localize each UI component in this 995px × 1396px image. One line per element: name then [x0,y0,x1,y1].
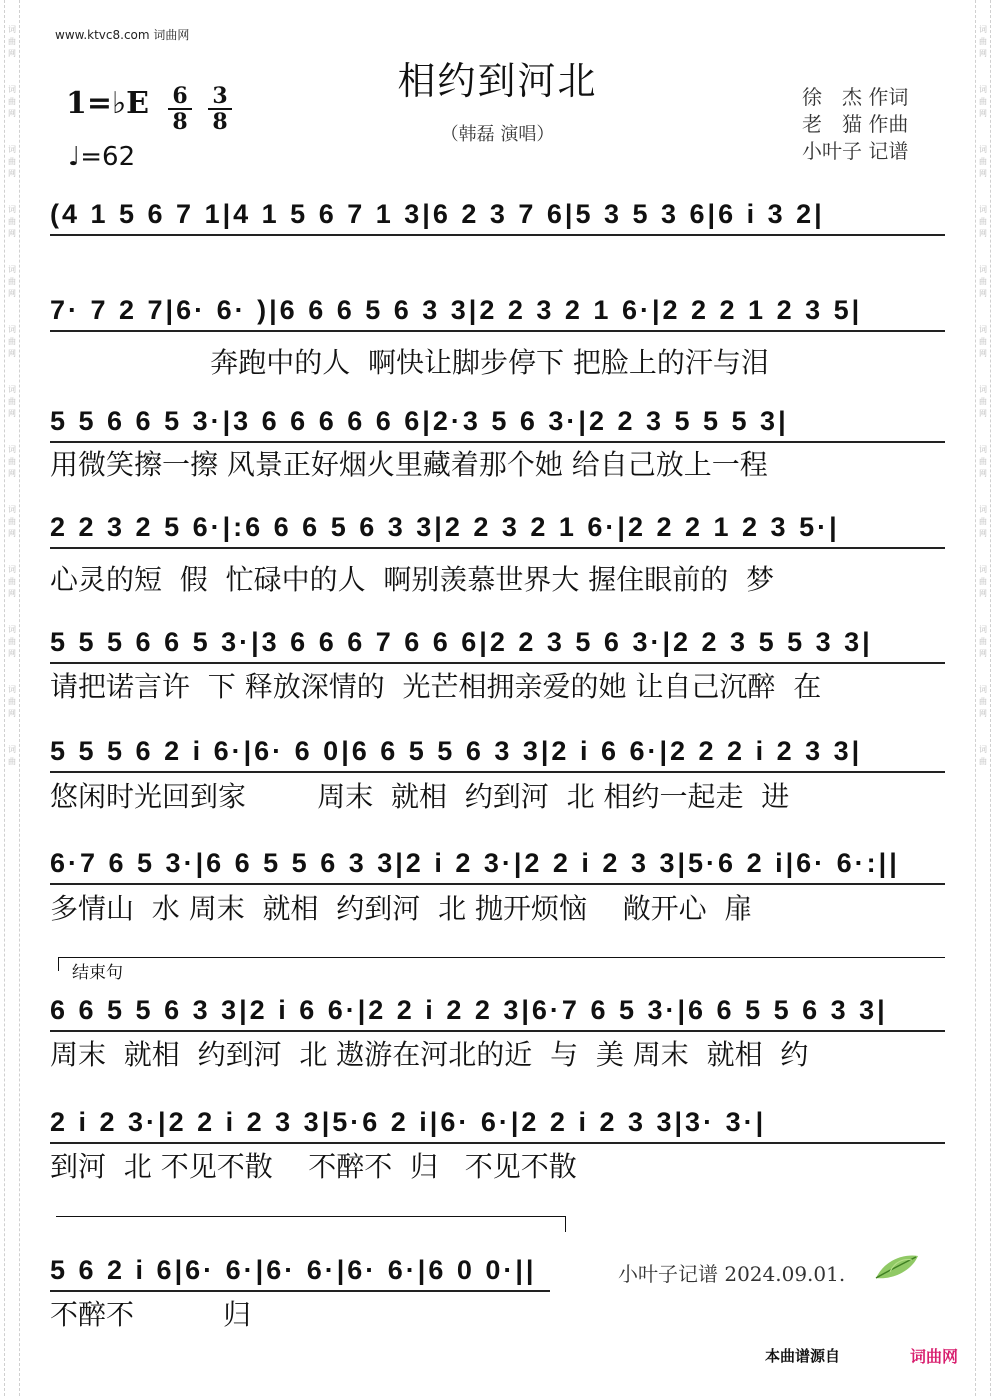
beam [50,883,945,885]
margin-glyph: 网 [8,589,16,598]
score-row-6 [50,731,945,771]
margin-glyph: 曲 [979,97,987,106]
margin-glyph: 词 [979,25,987,34]
composer-credit: 老 猫 作曲 [802,112,909,136]
margin-glyph: 曲 [979,37,987,46]
score-row-9 [50,1102,945,1142]
margin-glyph: 词 [979,385,987,394]
score-row-8 [50,990,945,1030]
time-b-den: 8 [208,108,232,134]
beam [50,662,945,664]
margin-glyph: 词 [8,25,16,34]
margin-glyph: 词 [979,85,987,94]
margin-glyph: 词 [8,445,16,454]
lyrics-row-3: 用微笑擦一擦 风景正好烟火里藏着那个她 给自己放上一程 [50,448,768,481]
notes-row-8: 6 6 5 5 6 3 3|2 i 6 6·|2 2 i 2 2 3|6·7 6 5 3·|6 6 5 5 6 3 3| [50,995,888,1025]
margin-glyph: 曲 [979,757,987,766]
margin-glyph: 曲 [8,157,16,166]
margin-glyph: 网 [8,529,16,538]
margin-glyph: 网 [979,169,987,178]
notes-row-1: (4 1 5 6 7 1|4 1 5 6 7 1 3|6 2 3 7 6|5 3 5 3 6|6 i 3 2| [50,199,825,229]
ending-bracket [58,957,945,958]
ending-bracket-tick [58,957,59,971]
left-margin-watermark [4,0,20,1396]
lyrics-row-6: 悠闲时光回到家 周末 就相 约到河 北 相约一起走 进 [50,780,790,813]
notes-row-3: 5 5 6 6 5 3·|3 6 6 6 6 6 6|2·3 5 6 3·|2 2 3 5 5 5 3| [50,406,789,436]
time-signature-a [168,84,192,134]
notes-row-5: 5 5 5 6 6 5 3·|3 6 6 6 7 6 6 6|2 2 3 5 6 3·|2 2 3 5 5 3 3| [50,627,873,657]
margin-glyph: 词 [8,685,16,694]
margin-glyph: 网 [8,349,16,358]
margin-glyph: 网 [8,109,16,118]
beam [50,441,945,443]
margin-glyph: 曲 [8,757,16,766]
time-b-num: 3 [212,83,228,109]
margin-glyph: 词 [8,505,16,514]
coda-bracket-tick [565,1216,566,1232]
transcriber-signature: 小叶子记谱 2024.09.01. [618,1262,846,1286]
margin-glyph: 词 [8,565,16,574]
margin-glyph: 网 [979,709,987,718]
time-signature-b [208,84,232,134]
margin-glyph: 网 [979,109,987,118]
margin-glyph: 词 [8,745,16,754]
margin-glyph: 曲 [8,517,16,526]
margin-glyph: 词 [8,385,16,394]
margin-glyph: 曲 [979,517,987,526]
time-a-num: 6 [172,83,188,109]
score-row-5 [50,622,945,662]
notes-row-7: 6·7 6 5 3·|6 6 5 5 6 3 3|2 i 2 3·|2 2 i 2 3 3|5·6 2 i|6· 6·:|| [50,848,900,878]
margin-glyph: 词 [979,505,987,514]
lyrics-row-10: 不醉不 归 [50,1298,252,1331]
lyrics-row-5: 请把诺言许 下 释放深情的 光芒相拥亲爱的她 让自己沉醉 在 [50,670,822,703]
margin-glyph: 网 [8,649,16,658]
notes-row-9: 2 i 2 3·|2 2 i 2 3 3|5·6 2 i|6· 6·|2 2 i 2 3 3|3· 3·| [50,1107,767,1137]
margin-glyph: 词 [979,625,987,634]
beam [50,771,945,773]
margin-glyph: 曲 [979,697,987,706]
margin-glyph: 网 [8,229,16,238]
margin-glyph: 词 [979,265,987,274]
credits [802,84,908,165]
margin-glyph: 词 [979,745,987,754]
right-margin-watermark [975,0,991,1396]
margin-glyph: 曲 [8,97,16,106]
margin-glyph: 曲 [979,277,987,286]
margin-glyph: 网 [979,349,987,358]
margin-glyph: 网 [979,469,987,478]
margin-glyph: 网 [979,229,987,238]
leaf-icon [872,1248,922,1284]
beam [50,330,945,332]
site-url[interactable]: www.ktvc8.com 词曲网 [55,28,190,42]
score-row-4 [50,507,945,547]
song-title: 相约到河北 [397,59,598,103]
margin-glyph: 曲 [8,37,16,46]
notes-row-6: 5 5 5 6 2 i 6·|6· 6 0|6 6 5 5 6 3 3|2 i 6 6·|2 2 2 i 2 3 3| [50,736,863,766]
margin-glyph: 网 [8,169,16,178]
score-row-7 [50,843,945,883]
margin-glyph: 曲 [979,637,987,646]
lyrics-row-2: 奔跑中的人 啊快让脚步停下 把脸上的汗与泪 [50,346,769,379]
beam [50,547,945,549]
margin-glyph: 网 [8,469,16,478]
ending-label: 结束句 [72,963,123,983]
margin-glyph: 词 [8,325,16,334]
song-singer: （韩磊 演唱） [440,124,555,145]
margin-glyph: 词 [8,145,16,154]
margin-glyph: 曲 [979,457,987,466]
beam [50,1290,550,1292]
lyricist-credit: 徐 杰 作词 [802,85,909,109]
margin-glyph: 曲 [979,337,987,346]
margin-glyph: 曲 [8,457,16,466]
margin-glyph: 词 [8,205,16,214]
margin-glyph: 曲 [979,397,987,406]
margin-glyph: 曲 [8,337,16,346]
tempo-marking: ♩=62 [68,142,136,172]
margin-glyph: 词 [979,145,987,154]
margin-glyph: 词 [979,445,987,454]
margin-glyph: 网 [979,589,987,598]
notes-row-10: 5 6 2 i 6|6· 6·|6· 6·|6· 6·|6 0 0·|| [50,1255,537,1285]
margin-glyph: 网 [979,649,987,658]
notes-row-2: 7· 7 2 7|6· 6· )|6 6 6 5 6 3 3|2 2 3 2 1 6·|2 2 2 1 2 3 5| [50,295,863,325]
margin-glyph: 词 [8,265,16,274]
lyrics-row-8: 周末 就相 约到河 北 遨游在河北的近 与 美 周末 就相 约 [50,1038,809,1071]
lyrics-row-4: 心灵的短 假 忙碌中的人 啊别羡慕世界大 握住眼前的 梦 [50,563,775,596]
margin-glyph: 词 [8,625,16,634]
margin-glyph: 词 [979,205,987,214]
margin-glyph: 网 [8,409,16,418]
margin-glyph: 网 [979,529,987,538]
margin-glyph: 词 [979,325,987,334]
margin-glyph: 网 [8,49,16,58]
score-row-10 [50,1250,570,1290]
margin-glyph: 曲 [979,217,987,226]
beam [50,1030,945,1032]
time-a-den: 8 [168,108,192,134]
margin-glyph: 曲 [8,697,16,706]
margin-glyph: 曲 [8,637,16,646]
score-row-2 [50,290,945,330]
margin-glyph: 网 [8,709,16,718]
margin-glyph: 曲 [8,577,16,586]
notes-row-4: 2 2 3 2 5 6·|:6 6 6 5 6 3 3|2 2 3 2 1 6·|2 2 2 1 2 3 5·| [50,512,840,542]
source-label: 本曲谱源自 [765,1347,841,1365]
margin-glyph: 网 [979,289,987,298]
margin-glyph: 曲 [8,277,16,286]
score-row-3 [50,401,945,441]
margin-glyph: 曲 [979,157,987,166]
margin-glyph: 词 [8,85,16,94]
beam [50,1142,945,1144]
margin-glyph: 词 [979,685,987,694]
margin-glyph: 网 [979,49,987,58]
lyrics-row-9: 到河 北 不见不散 不醉不 归 不见不散 [50,1150,577,1183]
margin-glyph: 曲 [8,217,16,226]
margin-glyph: 网 [979,409,987,418]
lyrics-row-7: 多情山 水 周末 就相 约到河 北 抛开烦恼 敞开心 扉 [50,892,753,925]
brand-link[interactable]: 词曲网 [910,1347,959,1366]
coda-bracket [56,1216,566,1217]
score-row-1 [50,194,945,234]
margin-glyph: 词 [979,565,987,574]
margin-glyph: 网 [8,289,16,298]
transcriber-credit: 小叶子 记谱 [802,139,909,163]
key-signature: 1=♭E [66,86,150,121]
margin-glyph: 曲 [979,577,987,586]
beam [50,234,945,236]
margin-glyph: 曲 [8,397,16,406]
